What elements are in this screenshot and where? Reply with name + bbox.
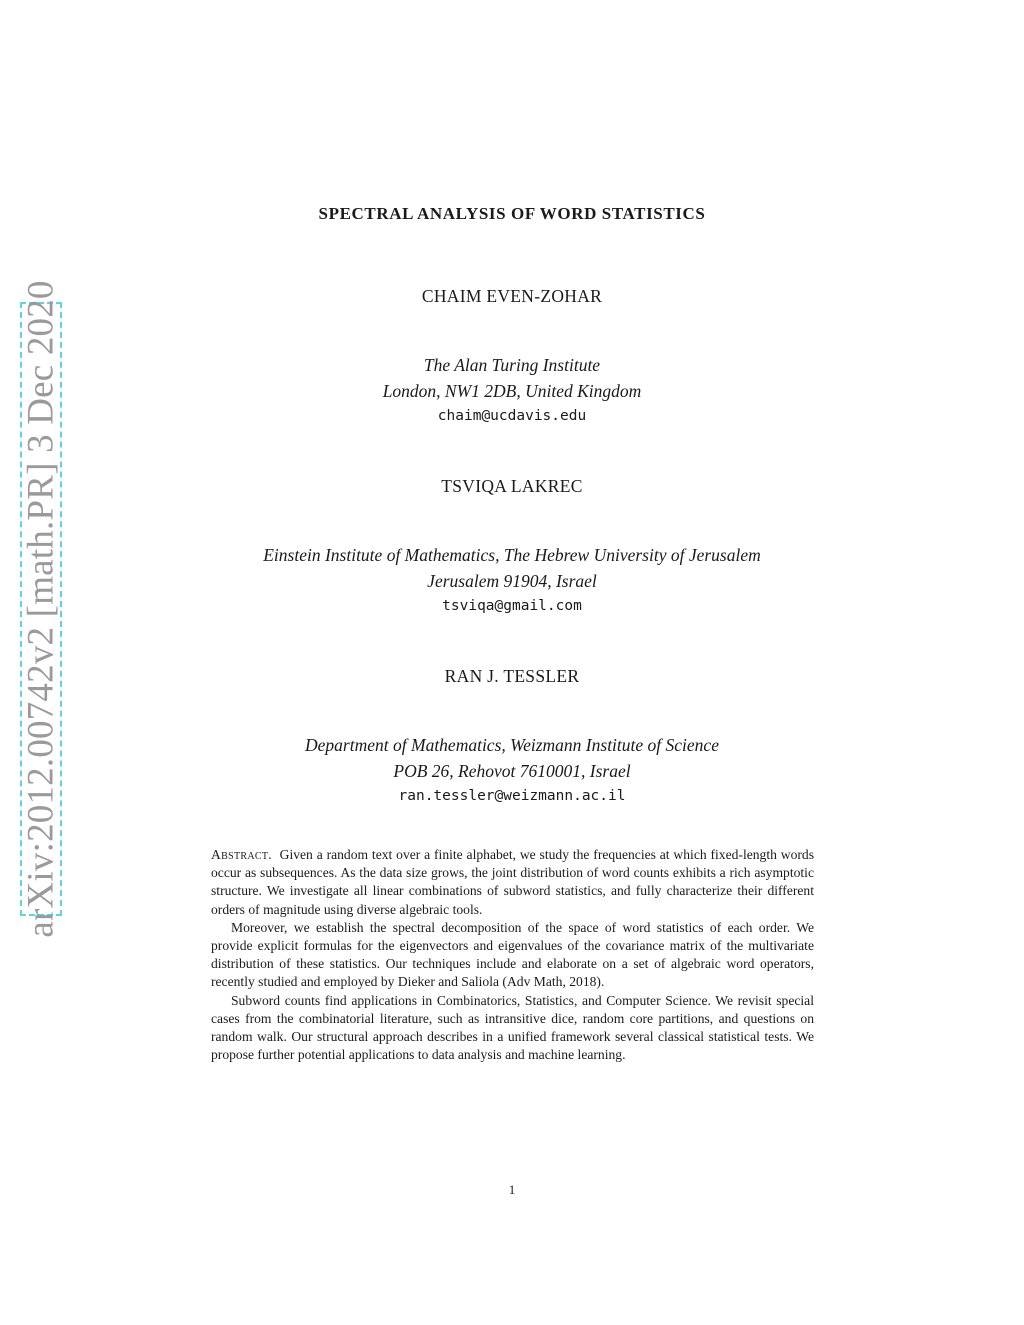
author-email[interactable]: tsviqa@gmail.com — [442, 598, 582, 614]
abstract — [211, 846, 814, 1064]
abstract-paragraph: Moreover, we establish the spectral decomposition of the space of word statistics of each order. We provide explicit formulas for the eigenvectors and eigenvalues of the covariance matrix of the multivariate distribution of these statistics. Our techniques include and elaborate on a set of algebraic word operators, recently studied and employed by Dieker and Saliola (Adv Math, 2018). — [211, 919, 814, 990]
abstract-label: Abstract. — [211, 847, 272, 862]
author-block — [0, 476, 1024, 618]
author-name: RAN J. TESSLER — [444, 666, 580, 686]
arxiv-identifier: arXiv:2012.00742v2 [math.PR] 3 Dec 2020 — [20, 280, 62, 938]
author-address: Jerusalem 91904, Israel — [427, 571, 597, 591]
author-name: TSVIQA LAKREC — [441, 476, 583, 496]
author-email[interactable]: ran.tessler@weizmann.ac.il — [398, 788, 626, 804]
paper-title: SPECTRAL ANALYSIS OF WORD STATISTICS — [318, 204, 706, 223]
abstract-paragraph — [211, 846, 814, 919]
author-address: London, NW1 2DB, United Kingdom — [382, 381, 642, 401]
author-affiliation: Einstein Institute of Mathematics, The Hebrew University of Jerusalem — [263, 545, 761, 565]
author-name: CHAIM EVEN-ZOHAR — [421, 286, 603, 306]
author-address: POB 26, Rehovot 7610001, Israel — [393, 761, 631, 781]
author-block — [0, 666, 1024, 808]
author-affiliation: Department of Mathematics, Weizmann Institute of Science — [305, 735, 719, 755]
author-email[interactable]: chaim@ucdavis.edu — [437, 408, 587, 424]
author-block — [0, 286, 1024, 428]
author-affiliation: The Alan Turing Institute — [423, 355, 601, 375]
abstract-text: Given a random text over a finite alphabet, we study the frequencies at which fixed-length words occur as subsequences. As the data size grows, the joint distribution of word counts exhibits a rich asymptotic structure. We investigate all linear combinations of subword statistics, and fully characterize their different orders of magnitude using diverse algebraic tools. — [211, 847, 814, 917]
abstract-paragraph: Subword counts find applications in Combinatorics, Statistics, and Computer Science. We revisit special cases from the combinatorial literature, such as intransitive dice, random core partitions, and questions on random walk. Our structural approach describes in a unified framework several classical statistical tests. We propose further potential applications to data analysis and machine learning. — [211, 992, 814, 1063]
page-number: 1 — [508, 1182, 516, 1197]
